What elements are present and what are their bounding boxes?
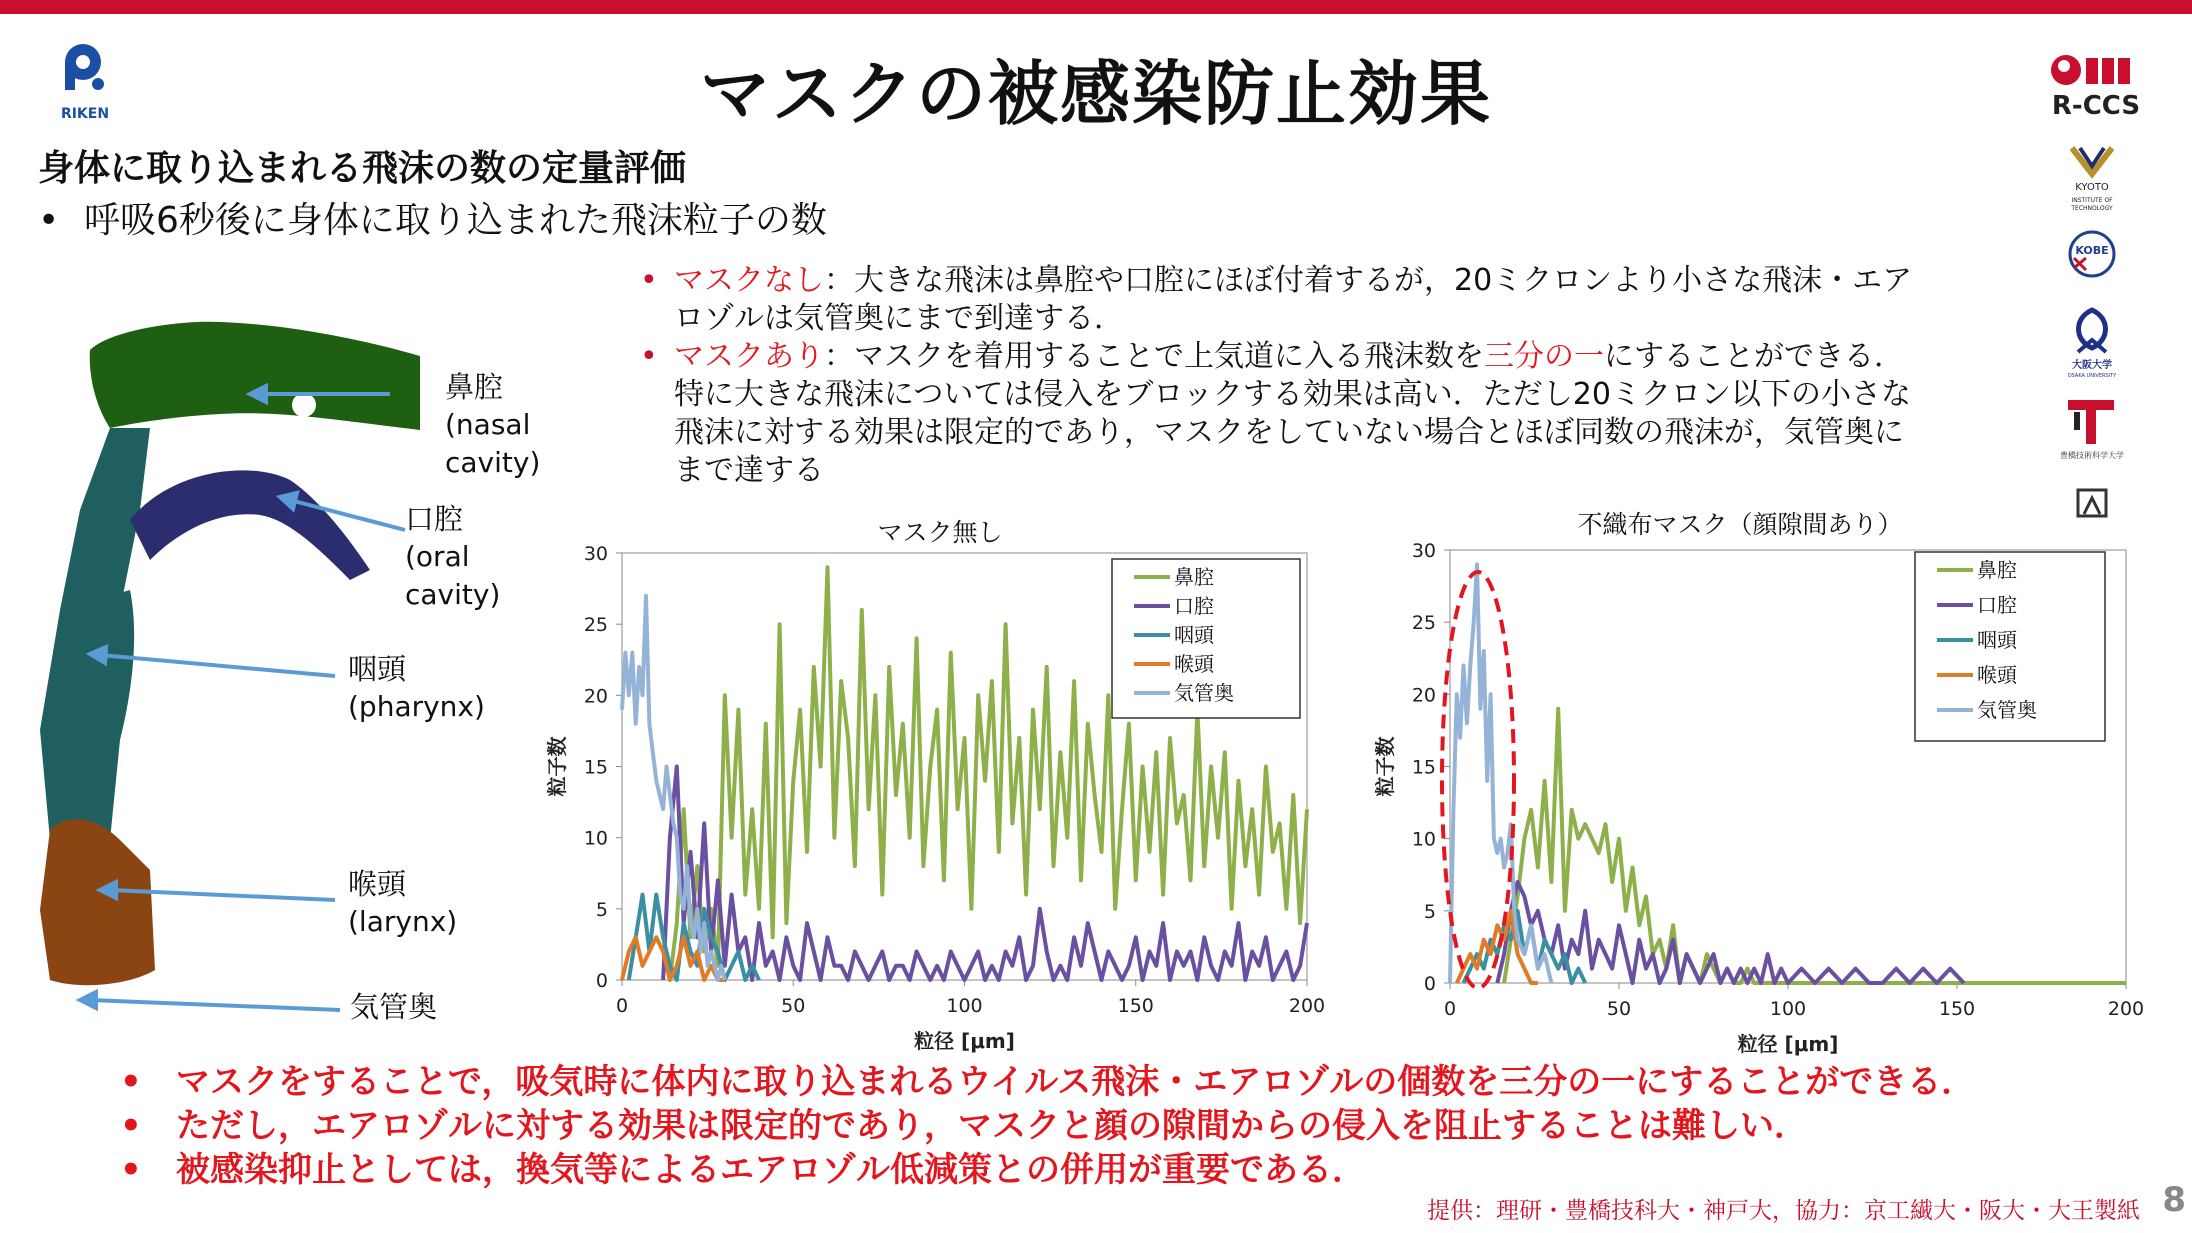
toyohashi-tech-logo bbox=[2034, 394, 2174, 464]
x-tick-label: 150 bbox=[1938, 998, 1976, 1020]
larynx-shape bbox=[40, 819, 155, 985]
y-tick-label: 10 bbox=[583, 827, 608, 850]
chart-title: マスク無し bbox=[877, 518, 1003, 547]
page-number: 8 bbox=[2162, 1180, 2186, 1220]
no-mask-label: マスクなし bbox=[674, 263, 824, 298]
legend-entry: 喉頭 bbox=[1977, 663, 2017, 687]
pharynx-lower-shape bbox=[40, 590, 134, 840]
legend-entry: 喉頭 bbox=[1174, 652, 1214, 676]
conclusion-item: • マスクをすることで，吸気時に体内に取り込まれるウイルス飛沫・エアロゾルの個数を三分の一にすることができる． bbox=[120, 1062, 1976, 1102]
y-tick-label: 0 bbox=[1423, 973, 1436, 995]
y-tick-label: 5 bbox=[1423, 900, 1436, 923]
kobe-logo-text: KOBE bbox=[2075, 244, 2109, 257]
y-tick-label: 30 bbox=[1411, 540, 1436, 562]
riken-logo-text: RIKEN bbox=[60, 106, 110, 122]
kyoto-logo-sub1: INSTITUTE OF bbox=[2071, 197, 2113, 204]
y-tick-label: 0 bbox=[595, 970, 608, 992]
credit-line: 提供：理研・豊橋技科大・神戸大，協力：京工繊大・阪大・大王製紙 bbox=[1427, 1198, 2140, 1224]
subheading: 身体に取り込まれる飛沫の数の定量評価 bbox=[38, 148, 687, 189]
rccs-logo-text: R-CCS bbox=[2051, 91, 2141, 121]
kyoto-logo-sub2: TECHNOLOGY bbox=[2071, 205, 2113, 212]
toyohashi-logo-text: 豊橋技術科学大学 bbox=[2060, 451, 2124, 460]
legend-entry: 気管奥 bbox=[1174, 681, 1234, 705]
slide-title: マスクの被感染防止効果 bbox=[700, 53, 1492, 135]
nasal-cavity-shape bbox=[90, 322, 420, 430]
chart-no-mask bbox=[530, 505, 1330, 1065]
x-axis-label: 粒径 [μm] bbox=[1737, 1032, 1839, 1056]
top-accent-bar bbox=[0, 0, 2192, 14]
chart-title: 不織布マスク（顔隙間あり） bbox=[1577, 510, 1903, 539]
airway-anatomy-figure bbox=[20, 310, 540, 1030]
osaka-university-logo bbox=[2034, 304, 2174, 379]
x-axis-label: 粒径 [μm] bbox=[914, 1029, 1015, 1053]
legend-entry: 咽頭 bbox=[1174, 623, 1214, 647]
osaka-logo-text: 大阪大学 bbox=[2072, 360, 2112, 371]
x-tick-label: 0 bbox=[615, 995, 629, 1017]
chart-svg bbox=[1350, 500, 2150, 1065]
legend-entry: 口腔 bbox=[1977, 593, 2017, 617]
legend-entry: 咽頭 bbox=[1977, 628, 2017, 652]
oral-cavity-shape bbox=[130, 470, 370, 580]
chart-svg bbox=[530, 505, 1330, 1065]
intro-bullet bbox=[38, 192, 827, 243]
bullet-marker: • bbox=[640, 263, 658, 298]
y-axis-label: 粒子数 bbox=[545, 736, 569, 797]
y-tick-label: 30 bbox=[583, 543, 608, 565]
x-tick-label: 200 bbox=[1288, 995, 1326, 1017]
legend-entry: 気管奥 bbox=[1977, 698, 2037, 722]
x-tick-label: 100 bbox=[1769, 998, 1807, 1020]
kobe-university-logo bbox=[2034, 228, 2174, 288]
with-mask-line-4: まで達する bbox=[674, 453, 824, 488]
bullet-marker: • bbox=[38, 200, 60, 241]
pharynx-label: 咽頭 (pharynx) bbox=[348, 652, 485, 723]
kyoto-it-logo bbox=[2034, 140, 2174, 220]
osaka-logo-en: OSAKA UNIVERSITY bbox=[2067, 373, 2117, 379]
x-tick-label: 100 bbox=[946, 995, 983, 1017]
x-tick-label: 150 bbox=[1117, 995, 1154, 1017]
y-tick-label: 5 bbox=[595, 898, 608, 921]
no-mask-line-1: ：大きな飛沫は鼻腔や口腔にほぼ付着するが，20ミクロンより小さな飛沫・エア bbox=[824, 263, 1913, 298]
y-tick-label: 20 bbox=[1411, 684, 1436, 707]
bullet-marker: • bbox=[640, 339, 658, 374]
chart-nonwoven-mask bbox=[1350, 500, 2150, 1065]
with-mask-line-1b: にすることができる． bbox=[1604, 339, 1904, 374]
with-mask-line-1a: ：マスクを着用することで上気道に入る飛沫数を bbox=[824, 339, 1484, 374]
legend-entry: 鼻腔 bbox=[1977, 558, 2017, 582]
legend-entry: 鼻腔 bbox=[1174, 565, 1214, 589]
y-axis-label: 粒子数 bbox=[1373, 736, 1397, 797]
legend-entry: 口腔 bbox=[1174, 594, 1214, 618]
one-third-highlight: 三分の一 bbox=[1484, 339, 1604, 374]
description-block bbox=[640, 262, 2020, 490]
conclusions bbox=[120, 1060, 1975, 1192]
y-tick-label: 20 bbox=[583, 685, 608, 708]
y-tick-label: 15 bbox=[583, 756, 608, 779]
rccs-logo bbox=[2034, 52, 2174, 122]
x-tick-label: 0 bbox=[1443, 998, 1457, 1020]
no-mask-item bbox=[640, 262, 2020, 338]
no-mask-line-2: ロゾルは気管奥にまで到達する． bbox=[674, 301, 1124, 336]
conclusion-item: • ただし，エアロゾルに対する効果は限定的であり，マスクと顔の隙間からの侵入を阻止することは難しい． bbox=[120, 1106, 1808, 1146]
y-tick-label: 25 bbox=[1411, 612, 1436, 635]
with-mask-line-3: 飛沫に対する効果は限定的であり，マスクをしていない場合とほぼ同数の飛沫が，気管奥に bbox=[674, 415, 1904, 450]
x-tick-label: 50 bbox=[1606, 998, 1632, 1020]
larynx-label: 喉頭 (larynx) bbox=[348, 867, 458, 938]
trachea-label: 気管奥 bbox=[350, 990, 438, 1024]
kyoto-logo-text: KYOTO bbox=[2075, 182, 2109, 193]
with-mask-line-2: 特に大きな飛沫については侵入をブロックする効果は高い．ただし20ミクロン以下の小さな bbox=[674, 377, 1911, 412]
intro-bullet-text: 呼吸6秒後に身体に取り込まれた飛沫粒子の数 bbox=[84, 200, 827, 241]
nasal-cavity-label: 鼻腔 (nasal cavity) bbox=[445, 370, 541, 479]
x-tick-label: 200 bbox=[2107, 998, 2145, 1020]
oral-cavity-label: 口腔 (oral cavity) bbox=[405, 502, 501, 611]
with-mask-item bbox=[640, 338, 2020, 490]
conclusion-item: • 被感染抑止としては，換気等によるエアロゾル低減策との併用が重要である． bbox=[120, 1150, 1366, 1190]
with-mask-label: マスクあり bbox=[674, 339, 824, 374]
y-tick-label: 25 bbox=[583, 614, 608, 637]
y-tick-label: 15 bbox=[1411, 756, 1436, 779]
y-tick-label: 10 bbox=[1411, 828, 1436, 851]
x-tick-label: 50 bbox=[781, 995, 806, 1017]
